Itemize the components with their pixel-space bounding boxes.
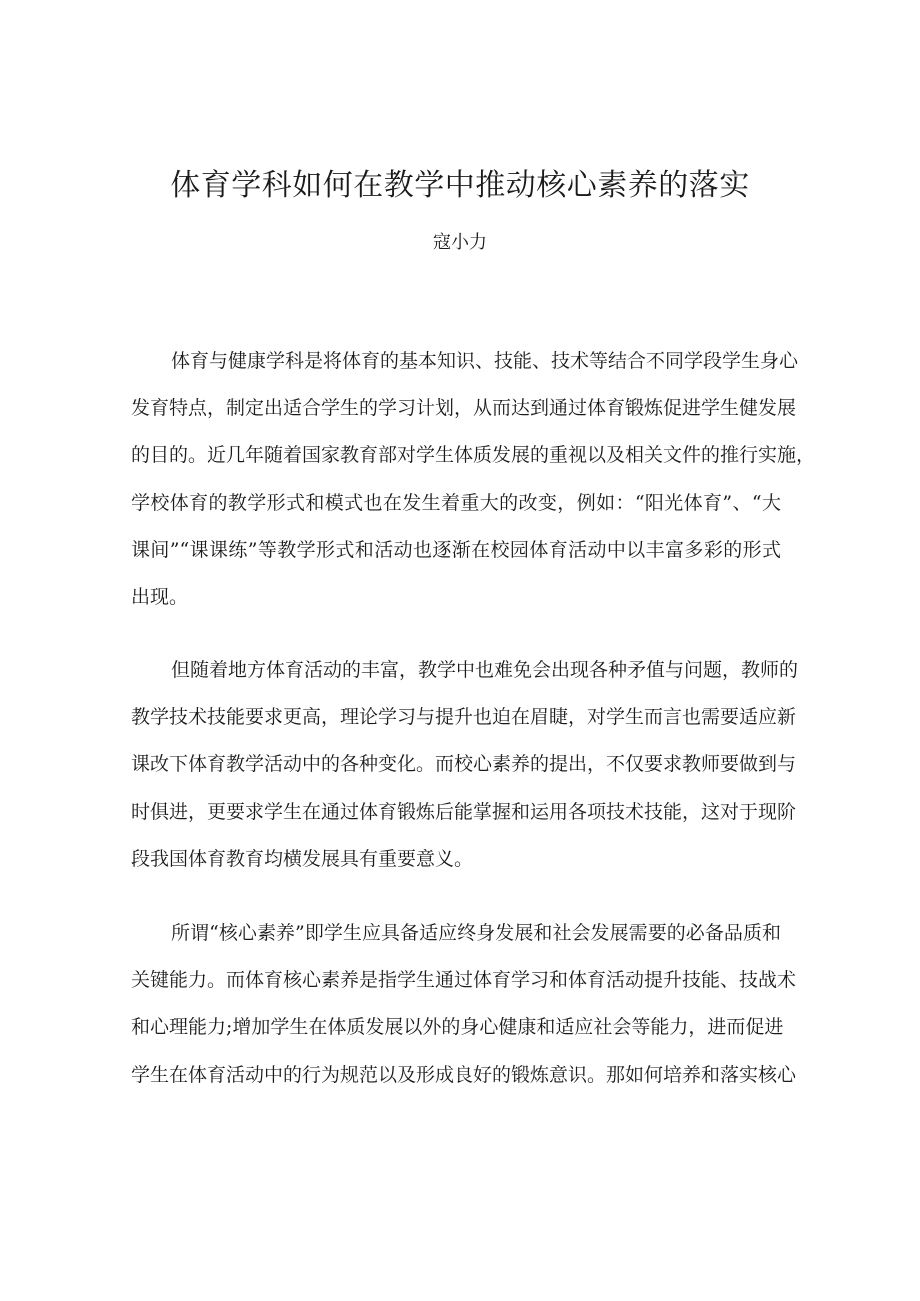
paragraph-line: 的目的。近几年随着国家教育部对学生体质发展的重视以及相关文件的推行实施，	[131, 444, 816, 467]
paragraph-3	[131, 910, 797, 1099]
paragraph-line: 但随着地方体育活动的丰富，教学中也难免会出现各种矛值与问题，教师的	[171, 659, 799, 681]
paragraph-line: 和心理能力;增加学生在体质发展以外的身心健康和适应社会等能力，进而促进	[131, 1016, 784, 1039]
paragraph-line: 发育特点，制定出适合学生的学习计划，从而达到通过体育锻炼促进学生健发展	[131, 397, 797, 420]
paragraph-2	[131, 647, 799, 883]
paragraph-line: 课改下体育教学活动中的各种变化。而校心素养的提出，不仅要求教师要做到与	[131, 753, 797, 776]
paragraph-line: 学生在体育活动中的行为规范以及形成良好的锻炼意识。那如何培养和落实核心	[131, 1063, 797, 1086]
paragraph-line: 关键能力。而体育核心素养是指学生通过体育学习和体育活动提升技能、技战术	[131, 969, 797, 992]
paragraph-line: 时俱进，更要求学生在通过体育锻炼后能掌握和运用各项技术技能，这对于现阶	[131, 800, 797, 823]
paragraph-line: 段我国体育教育均横发展具有重要意义。	[131, 847, 474, 870]
author-name: 寇小力	[433, 232, 487, 253]
document-title: 体育学科如何在教学中推动核心素养的落实	[170, 168, 750, 203]
paragraph-line: 学校体育的教学形式和模式也在发生着重大的改变，例如：“阳光体育”、“大	[131, 491, 781, 514]
paragraph-line: 出现。	[131, 585, 189, 608]
paragraph-1	[131, 338, 816, 621]
paragraph-line: 所谓“核心素养”即学生应具备适应终身发展和社会发展需要的必备品质和	[171, 922, 781, 944]
paragraph-line: 课间”“课课练”等教学形式和活动也逐渐在校园体育活动中以丰富多彩的形式	[131, 538, 781, 561]
paragraph-line: 体育与健康学科是将体育的基本知识、技能、技术等结合不同学段学生身心	[171, 350, 799, 372]
paragraph-line: 教学技术技能要求更高，理论学习与提升也迫在眉睫，对学生而言也需要适应新	[131, 706, 797, 729]
